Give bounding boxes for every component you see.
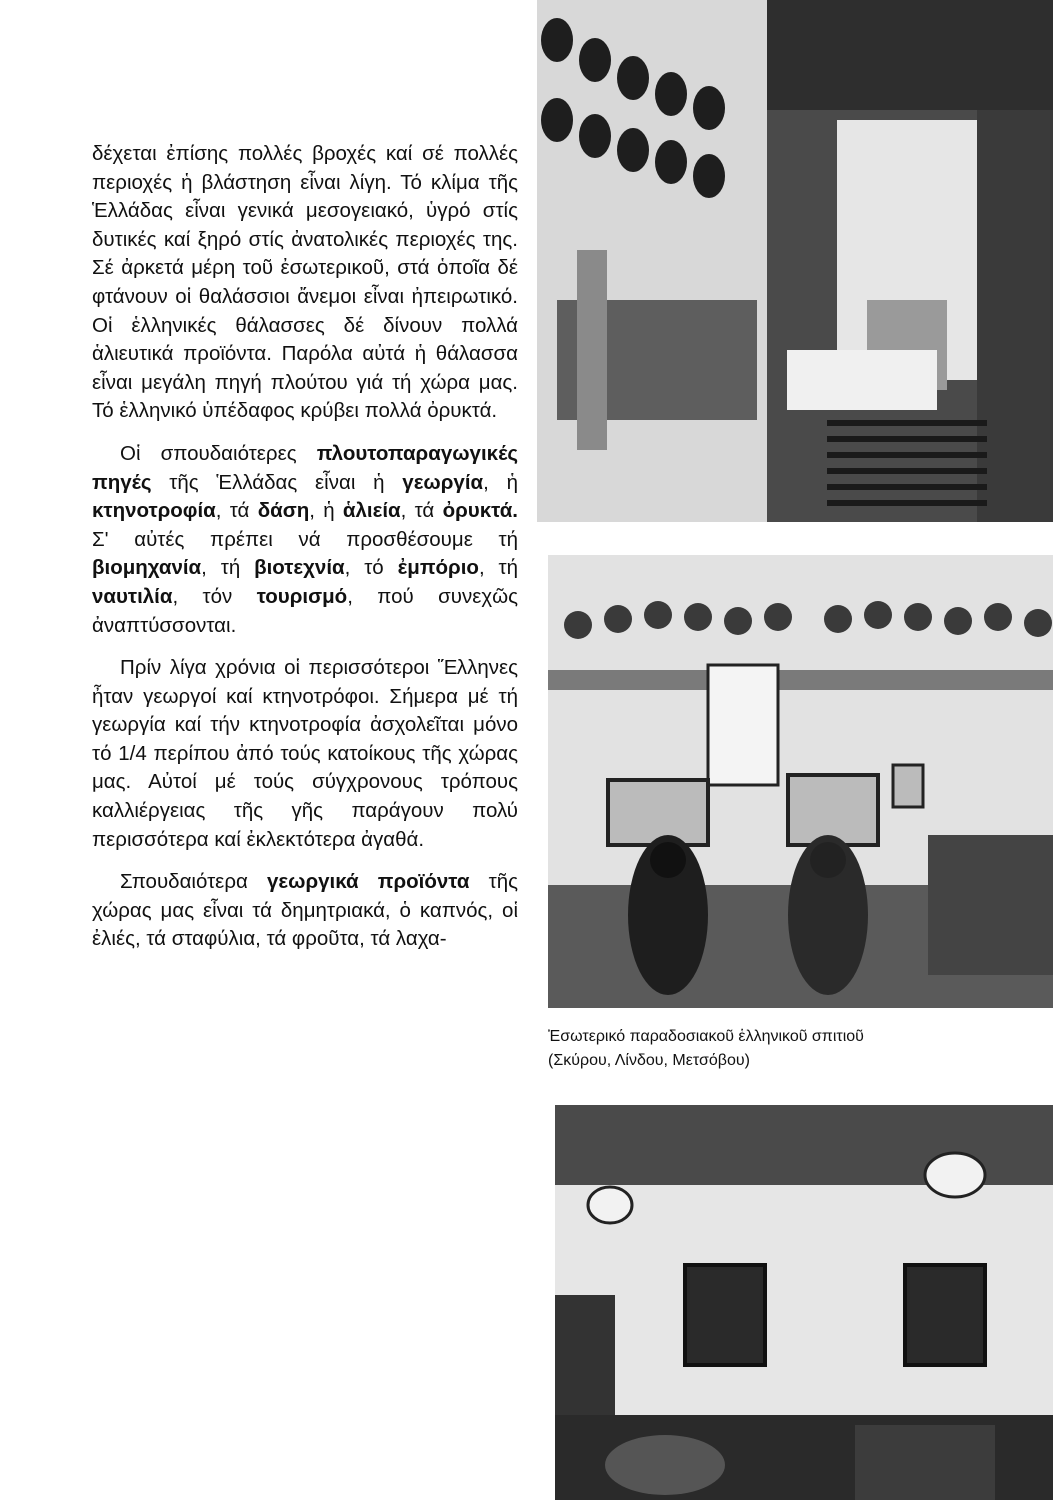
paragraph-3 xyxy=(92,654,518,854)
bold-term: γεωργικά προϊόντα xyxy=(267,870,470,894)
bold-term: κτηνοτροφία xyxy=(92,499,216,523)
text-run: δέχεται ἐπίσης πολλές βροχές καί σέ πολλές περιοχές ἡ βλάστηση εἶναι λίγη. Τό κλίμα τῆς Ἑλλάδας εἶναι γενικά μεσογειακό, ὑγρό στίς δυτικές καί ξηρό στίς ἀνατολικές περιοχές της. Σέ ἀρκετά μέρη τοῦ ἐσωτερικοῦ, στά ὁποῖα δέ φτάνουν οἱ θαλάσσιοι ἄνεμοι εἶναι ἠπειρωτικό. Οἱ ἑλληνικές θάλασσες δέ δίνουν πολλά ἁλιευτικά προϊόντα. Παρόλα αὐτά ἡ θάλασσα εἶναι μεγάλη πηγή πλούτου γιά τή χώρα μας. Τό ἑλληνικό ὑπέδαφος κρύβει πολλά ὀρυκτά. xyxy=(92,142,518,423)
bold-term: ὀρυκτά. xyxy=(442,499,519,523)
photo-lindos-illustration xyxy=(548,555,1053,1008)
text-run: , ἡ xyxy=(483,470,518,494)
photo-lindos-interior xyxy=(548,555,1053,1008)
text-run: , τά xyxy=(400,499,443,523)
text-run: τῆς χώρας μας εἶναι τά δημητριακά, ὁ καπνός, οἱ ἐλιές, τά σταφύλια, τά φροῦτα, τά λαχα- xyxy=(92,870,518,951)
text-run: , τή xyxy=(201,556,255,580)
bold-term: βιομηχανία xyxy=(92,556,202,580)
caption-line-2: (Σκύρου, Λίνδου, Μετσόβου) xyxy=(548,1052,750,1069)
bold-term: ναυτιλία xyxy=(92,584,173,608)
photo-metsovo-illustration xyxy=(555,1105,1053,1500)
text-run: , τή xyxy=(478,556,519,580)
bold-term: ἁλιεία xyxy=(342,499,401,523)
text-run: , τό xyxy=(344,556,398,580)
bold-term: βιοτεχνία xyxy=(254,556,345,580)
body-text xyxy=(92,140,518,968)
text-run: , τόν xyxy=(172,584,257,608)
bold-term: τουρισμό xyxy=(256,584,348,608)
paragraph-4 xyxy=(92,868,518,954)
bold-term: πλουτοπαραγωγικές πηγές xyxy=(92,441,518,494)
text-run: , πού συνεχῶς ἀναπτύσσονται. xyxy=(92,584,518,637)
bold-term: δάση xyxy=(257,499,310,523)
paragraph-1 xyxy=(92,140,518,426)
bold-term: ἐμπόριο xyxy=(397,556,479,580)
text-run: Σπουδαιότερα xyxy=(120,870,267,894)
text-run: τῆς Ἑλλάδας εἶναι ἡ xyxy=(151,470,403,494)
text-run: , ἡ xyxy=(309,499,343,523)
paragraph-2 xyxy=(92,440,518,640)
text-run: , τά xyxy=(215,499,258,523)
photo-skyros-illustration xyxy=(537,0,1053,522)
text-run: Οἱ σπουδαιότερες xyxy=(120,441,317,465)
text-run: Πρίν λίγα χρόνια οἱ περισσότεροι Ἕλληνες ἦταν γεωργοί καί κτηνοτρόφοι. Σήμερα μέ τή γεωργία καί τήν κτηνοτροφία ἀσχολεῖται μόνο τό 1/4 περίπου ἀπό τούς κατοίκους τῆς χώρας μας. Αὐτοί μέ τούς σύγχρονους τρόπους καλλιέργειας τῆς γῆς παράγουν πολύ περισσότερα καί ἐκλεκτότερα ἀγαθά. xyxy=(92,656,518,851)
text-run: Σ' αὐτές πρέπει νά προσθέσουμε τή xyxy=(92,527,518,551)
photo-caption xyxy=(548,1025,1048,1073)
caption-line-1: Ἐσωτερικό παραδοσιακοῦ ἑλληνικοῦ σπιτιοῦ xyxy=(548,1028,864,1045)
bold-term: γεωργία xyxy=(402,470,484,494)
photo-skyros-interior xyxy=(537,0,1053,522)
photo-metsovo-interior xyxy=(555,1105,1053,1500)
